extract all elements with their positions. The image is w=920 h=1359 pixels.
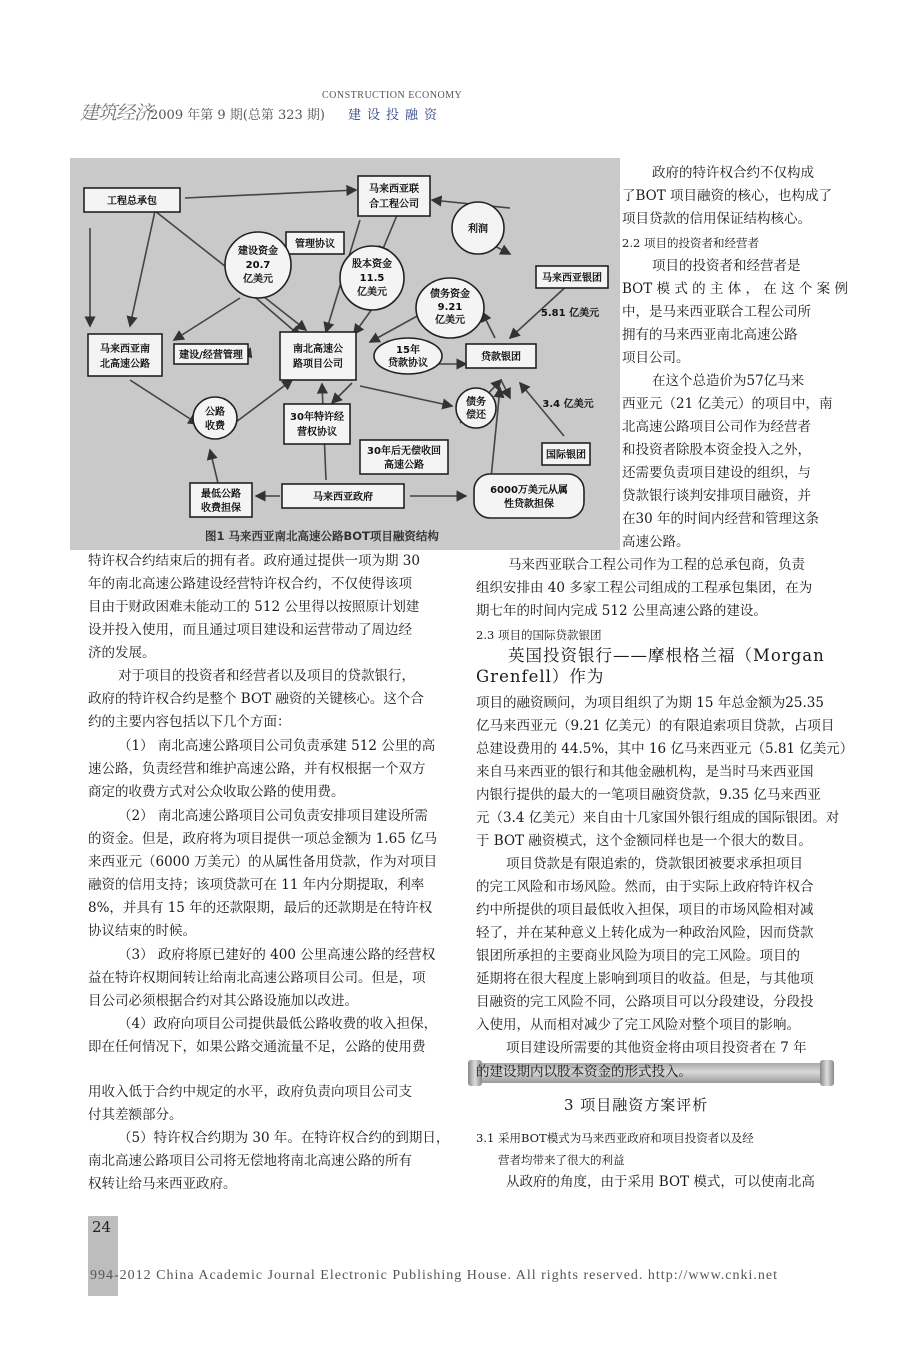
right-line: 政府的特许权合约不仅构成 — [652, 165, 814, 181]
node-reclaim-2: 高速公路 — [384, 460, 424, 471]
node-sub-loan-2: 性贷款担保 — [504, 499, 554, 510]
right-line: 组织安排由 40 多家工程公司组成的工程承包集团，在为 — [476, 580, 813, 596]
section-heading: 3 项目融资方案评析 — [564, 1096, 709, 1114]
left-line: 益在特许权期间转让给南北高速公路项目公司。但是，项 — [88, 970, 426, 986]
section-title: 建设投融资 — [348, 108, 444, 123]
right-line: 还需要负责项目建设的组织，与 — [622, 465, 811, 481]
node-min-toll-1: 最低公路 — [201, 489, 241, 500]
node-loan-2: 贷款协议 — [388, 358, 428, 369]
right-line: 期七年的时间内完成 512 公里高速公路的建设。 — [476, 603, 767, 619]
node-min-toll-2: 收费担保 — [201, 503, 241, 514]
issue-info: 2009 年第 9 期(总第 323 期) — [150, 108, 325, 123]
journal-logo: 建筑经济 — [80, 102, 153, 124]
node-equity-3: 亿美元 — [357, 287, 387, 298]
left-line: 融资的信用支持；该项贷款可在 11 年内分期提取，利率 — [88, 877, 425, 893]
node-toll-1: 公路 — [205, 407, 225, 418]
right-line: 高速公路。 — [622, 534, 690, 550]
label-581: 5.81 亿美元 — [540, 308, 600, 319]
subsection-heading: 3.1 采用BOT模式为马来西亚政府和项目投资者以及经 — [476, 1131, 754, 1145]
right-line: 马来西亚联合工程公司作为工程的总承包商，负责 — [508, 557, 805, 573]
node-construct-manage: 建设/经营管理 — [179, 350, 243, 361]
subsection-heading: 2.3 项目的国际贷款银团 — [476, 628, 602, 642]
node-toll-2: 收费 — [205, 421, 225, 432]
copyright-notice: 994-2012 China Academic Journal Electronic Publishing House. All rights reserved. http://www.cnki.net — [90, 1268, 778, 1283]
node-concession-2: 营权协议 — [297, 427, 337, 438]
left-line: （5）特许权合约期为 30 年。在特许权合约的到期日， — [118, 1130, 450, 1146]
left-line: （3） 政府将原已建好的 400 公里高速公路的经营权 — [118, 947, 436, 963]
figure-caption: 图1 马来西亚南北高速公路BOT项目融资结构 — [205, 529, 439, 543]
node-umw-line1: 马来西亚联 — [369, 184, 419, 195]
node-loan-1: 15年 — [396, 345, 420, 356]
left-line: 设并投入使用，而且通过项目建设和运营带动了周边经 — [88, 622, 412, 638]
right-line: 和投资者除股本资金投入之外， — [622, 442, 811, 458]
right-line: 约中所提供的项目最低收入担保，项目的市场风险相对减 — [476, 902, 814, 918]
node-lending-syndicate: 贷款银团 — [481, 352, 521, 363]
node-construction-funds-3: 亿美元 — [243, 274, 273, 285]
right-line: BOT 模 式 的 主 体 ， 在 这 个 案 例 — [622, 281, 848, 297]
journal-english-title: CONSTRUCTION ECONOMY — [322, 90, 463, 101]
node-umw-line2: 合工程公司 — [369, 199, 419, 210]
left-line: 约的主要内容包括以下几个方面： — [88, 714, 291, 730]
right-line: 北高速公路项目公司作为经营者 — [622, 419, 811, 435]
node-concession-1: 30年特许经 — [290, 412, 344, 423]
right-line: 项目贷款的信用保证结构核心。 — [622, 211, 811, 227]
right-line: 的建设期内以股本资金的形式投入。 — [476, 1064, 692, 1080]
node-intl-syndicate: 国际银团 — [546, 450, 586, 461]
left-line: （4）政府向项目公司提供最低公路收费的收入担保， — [118, 1016, 438, 1032]
left-line: 政府的特许权合约是整个 BOT 融资的关键核心。这个合 — [88, 691, 424, 707]
node-nsh-1: 马来西亚南 — [100, 344, 150, 355]
bot-structure-diagram — [70, 158, 620, 550]
left-line: 付其差额部分。 — [88, 1107, 183, 1123]
left-line: 年的南北高速公路建设经营特许权合约，不仅使得该项 — [88, 576, 412, 592]
left-line: 用收入低于合约中规定的水平，政府负责向项目公司支 — [88, 1084, 412, 1100]
subsection-heading: 2.2 项目的投资者和经营者 — [622, 236, 759, 250]
node-debt-1: 债务资金 — [430, 289, 470, 300]
node-repay-1: 债务 — [466, 397, 486, 408]
left-line: 特许权合约结束后的拥有者。政府通过提供一项为期 30 — [88, 553, 420, 569]
right-line-large: 英国投资银行——摩根格兰福（Morgan — [508, 646, 825, 665]
left-line: 协议结束的时候。 — [88, 923, 196, 939]
right-line: 中，是马来西亚联合工程公司所 — [622, 304, 811, 320]
node-repay-2: 偿还 — [466, 410, 486, 421]
right-line: 从政府的角度，由于采用 BOT 模式，可以使南北高 — [506, 1174, 815, 1190]
right-line: 在30 年的时间内经营和管理这条 — [622, 511, 819, 527]
right-line: 入使用，从而相对减少了完工风险对整个项目的影响。 — [476, 1017, 800, 1033]
right-line: 于 BOT 融资模式，这个金额同样也是一个很大的数目。 — [476, 833, 812, 849]
node-construction-funds-1: 建设资金 — [238, 246, 278, 257]
node-general-contract: 工程总承包 — [107, 196, 157, 207]
right-line: 总建设费用的 44.5%，其中 16 亿马来西亚元（5.81 亿美元） — [476, 741, 854, 757]
left-line: 目由于财政困难未能动工的 512 公里得以按照原计划建 — [88, 599, 420, 615]
node-nsh-2: 北高速公路 — [100, 359, 150, 370]
node-mgmt-agreement: 管理协议 — [295, 239, 335, 250]
left-line: 8%，并具有 15 年的还款限期，最后的还款期是在特许权 — [88, 900, 433, 916]
right-line: 内银行提供的最大的一笔项目融资贷款，9.35 亿马来西亚 — [476, 787, 821, 803]
right-line: 的完工风险和市场风险。然而，由于实际上政府特许权合 — [476, 879, 814, 895]
left-line: 南北高速公路项目公司将无偿地将南北高速公路的所有 — [88, 1153, 412, 1169]
right-line: 西亚元（21 亿美元）的项目中，南 — [622, 396, 833, 412]
left-line: 对于项目的投资者和经营者以及项目的贷款银行， — [118, 668, 415, 684]
left-line: 目公司必须根据合约对其公路设施加以改进。 — [88, 993, 358, 1009]
label-34: 3.4 亿美元 — [542, 399, 594, 410]
left-line: 速公路，负责经营和维护高速公路，并有权根据一个双方 — [88, 761, 426, 777]
right-line: 项目贷款是有限追索的，贷款银团被要求承担项目 — [506, 856, 803, 872]
right-line: 贷款银行谈判安排项目融资，并 — [622, 488, 811, 504]
left-line: 来西亚元（6000 万美元）的从属性备用贷款，作为对项目 — [88, 854, 438, 870]
left-line: 济的发展。 — [88, 645, 156, 661]
right-line: 项目的融资顾问，为项目组织了为期 15 年总金额为25.35 — [476, 695, 824, 711]
node-government: 马来西亚政府 — [313, 492, 373, 503]
left-line: 的资金。但是，政府将为项目提供一项总金额为 1.65 亿马 — [88, 831, 438, 847]
left-line: 商定的收费方式对公众收取公路的使用费。 — [88, 784, 345, 800]
right-line: 元（3.4 亿美元）来自由十几家国外银行组成的国际银团。对 — [476, 810, 840, 826]
node-debt-3: 亿美元 — [435, 315, 465, 326]
right-line: 在这个总造价为57亿马来 — [652, 373, 805, 389]
node-equity-2: 11.5 — [359, 273, 385, 284]
node-malaysia-banks: 马来西亚银团 — [542, 273, 602, 284]
left-line: 即在任何情况下，如果公路交通流量不足，公路的使用费 — [88, 1039, 426, 1055]
right-line: 项目的投资者和经营者是 — [652, 258, 801, 274]
node-debt-2: 9.21 — [437, 302, 463, 313]
node-reclaim-1: 30年后无偿收回 — [367, 446, 441, 457]
node-construction-funds-2: 20.7 — [245, 260, 271, 271]
page-number: 24 — [92, 1218, 112, 1236]
right-line: 目融资的完工风险不同，公路项目可以分段建设，分段投 — [476, 994, 814, 1010]
node-sub-loan-1: 6000万美元从属 — [490, 485, 568, 496]
node-profit: 利润 — [468, 224, 488, 235]
right-line-large: Grenfell）作为 — [476, 667, 605, 686]
node-project-co-1: 南北高速公 — [293, 344, 343, 355]
right-line: 拥有的马来西亚南北高速公路 — [622, 327, 798, 343]
left-line: 权转让给马来西亚政府。 — [88, 1176, 237, 1192]
right-line: 轻了，并在某种意义上转化成为一种政治风险，因而贷款 — [476, 925, 814, 941]
left-line: （1） 南北高速公路项目公司负责承建 512 公里的高 — [118, 738, 436, 754]
right-line: 项目公司。 — [622, 350, 690, 366]
right-line: 了BOT 项目融资的核心，也构成了 — [622, 188, 833, 204]
right-line: 延期将在很大程度上影响到项目的收益。但是，与其他项 — [476, 971, 814, 987]
node-project-co-2: 路项目公司 — [293, 359, 343, 370]
right-line: 银团所承担的主要商业风险为项目的完工风险。项目的 — [476, 948, 800, 964]
left-line: （2） 南北高速公路项目公司负责安排项目建设所需 — [118, 808, 428, 824]
right-line: 项目建设所需要的其他资金将由项目投资者在 7 年 — [506, 1040, 807, 1056]
right-line: 来自马来西亚的银行和其他金融机构，是当时马来西亚国 — [476, 764, 814, 780]
subsection-heading: 营者均带来了很大的利益 — [498, 1153, 625, 1167]
right-line: 亿马来西亚元（9.21 亿美元）的有限追索项目贷款，占项目 — [476, 718, 835, 734]
node-equity-1: 股本资金 — [352, 259, 392, 270]
